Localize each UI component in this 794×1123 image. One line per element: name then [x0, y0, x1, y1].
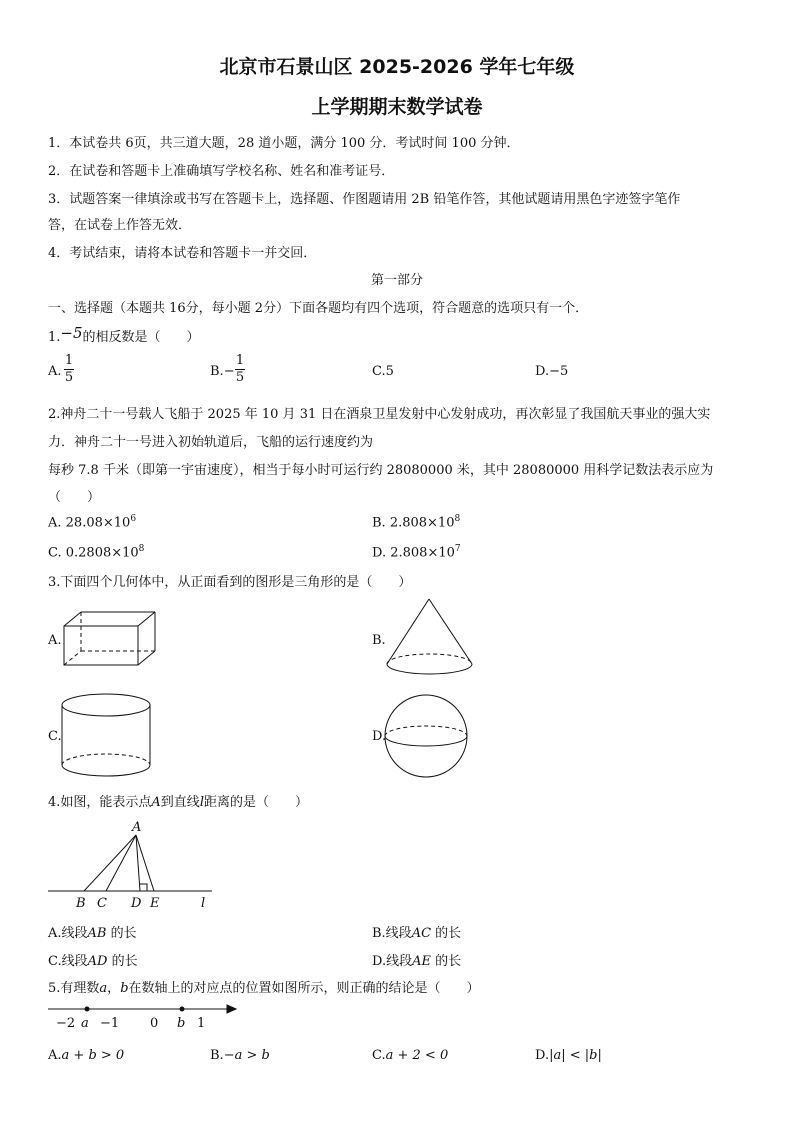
q4-stem: 4.如图，能表示点A到直线l距离的是（ ） [48, 795, 308, 810]
q5-option-a: A.a + b > 0 [48, 1048, 125, 1063]
point-e-label: E [150, 896, 160, 911]
q2-stem-line4: （ ） [48, 490, 101, 505]
sphere-figure [384, 692, 474, 784]
q1-option-b: B.− [210, 364, 235, 379]
cylinder-figure [60, 692, 160, 782]
q2-option-d: D. $2.808\times 10^7$ [372, 544, 461, 561]
point-b-dot [180, 1007, 184, 1011]
q5-stem: 5.有理数a，b在数轴上的对应点的位置如图所示，则正确的结论是（ ） [48, 981, 480, 996]
cuboid-figure [60, 610, 160, 670]
point-b-label: B [76, 896, 86, 911]
instruction-3: 3．试题答案一律填涂或书写在答题卡上，选择题、作图题请用 2B 铅笔作答，其他试题请用黑色字迹签字笔作 [48, 192, 681, 207]
q5-option-c: C.a + 2 < 0 [372, 1048, 449, 1063]
tick-label-minus2: −2 [56, 1016, 76, 1031]
q1-option-a: A. [48, 364, 62, 379]
q3-option-b-label: B. [372, 633, 386, 648]
q1-stem: 1.−5的相反数是（ ） [48, 324, 200, 345]
point-line-figure [46, 815, 226, 915]
instruction-3-cont: 答，在试卷上作答无效． [48, 218, 192, 233]
q5-option-d: D.|a| < |b| [535, 1048, 602, 1063]
right-angle-mark [140, 884, 147, 891]
q4-option-b: B.线段AC 的长 [372, 926, 462, 941]
q4-option-c: C.线段AD 的长 [48, 954, 138, 969]
q3-option-c-label: C. [48, 729, 62, 744]
q2-stem-line1: 2.神舟二十一号载人飞船于 2025 年 10 月 31 日在酒泉卫星发射中心发射成功，再次彰显了我国航天事业的强大实 [48, 407, 711, 422]
q2-stem-line3: 每秒 7.8 千米（即第一宇宙速度），相当于每小时可运行约 28080000 米，其中 28080000 用科学记数法表示应为 [48, 463, 714, 478]
q4-option-d: D.线段AE 的长 [372, 954, 462, 969]
q4-option-a: A.线段AB 的长 [48, 926, 137, 941]
q2-option-c: C. $0.2808\times 10^8$ [48, 544, 145, 561]
q1-option-a-fraction: 1 5 [64, 353, 74, 385]
exam-title-line2: 上学期期末数学试卷 [311, 96, 483, 118]
q3-stem: 3.下面四个几何体中，从正面看到的图形是三角形的是（ ） [48, 575, 412, 590]
exam-title-line1: 北京市石景山区 2025-2026 学年七年级 [219, 56, 575, 78]
point-c-label: C [97, 896, 107, 911]
q2-option-b: B. $2.808\times 10^8$ [372, 514, 461, 531]
segment-ae [136, 835, 154, 891]
tick-label-minus1: −1 [100, 1016, 120, 1031]
q2-option-a: A. $28.08\times 10^6$ [48, 514, 137, 531]
number-line-figure [46, 1000, 246, 1036]
number-line-arrow [227, 1005, 236, 1013]
tick-label-a: a [81, 1016, 89, 1031]
instruction-2: 2．在试卷和答题卡上准确填写学校名称、姓名和准考证号． [48, 164, 395, 179]
tick-label-b: b [177, 1016, 186, 1031]
q3-option-a-label: A. [48, 633, 62, 648]
part-title: 第一部分 [370, 273, 423, 288]
tick-label-zero: 0 [150, 1016, 159, 1031]
cone-figure [384, 597, 484, 682]
section1-header: 一、选择题（本题共 16分，每小题 2分）下面各题均有四个选项，符合题意的选项只有一个． [48, 301, 589, 316]
q1-option-d: D.−5 [535, 364, 569, 379]
q1-option-c: C.5 [372, 364, 394, 379]
instruction-1: 1．本试卷共 6页，共三道大题，28 道小题，满分 100 分．考试时间 100 分钟． [48, 136, 520, 151]
instruction-4: 4．考试结束，请将本试卷和答题卡一并交回． [48, 246, 317, 261]
segment-ad [136, 835, 140, 891]
q2-stem-line2: 力．神舟二十一号进入初始轨道后，飞船的运行速度约为 [48, 435, 374, 450]
tick-label-one: 1 [197, 1016, 206, 1031]
point-a-dot [85, 1007, 89, 1011]
point-a-label: A [132, 820, 142, 835]
point-d-label: D [131, 896, 142, 911]
line-l-label: l [201, 896, 206, 911]
q5-option-b: B.−a > b [210, 1048, 270, 1063]
q1-option-b-fraction: 1 5 [235, 353, 245, 385]
q3-option-d-label: D. [372, 729, 387, 744]
